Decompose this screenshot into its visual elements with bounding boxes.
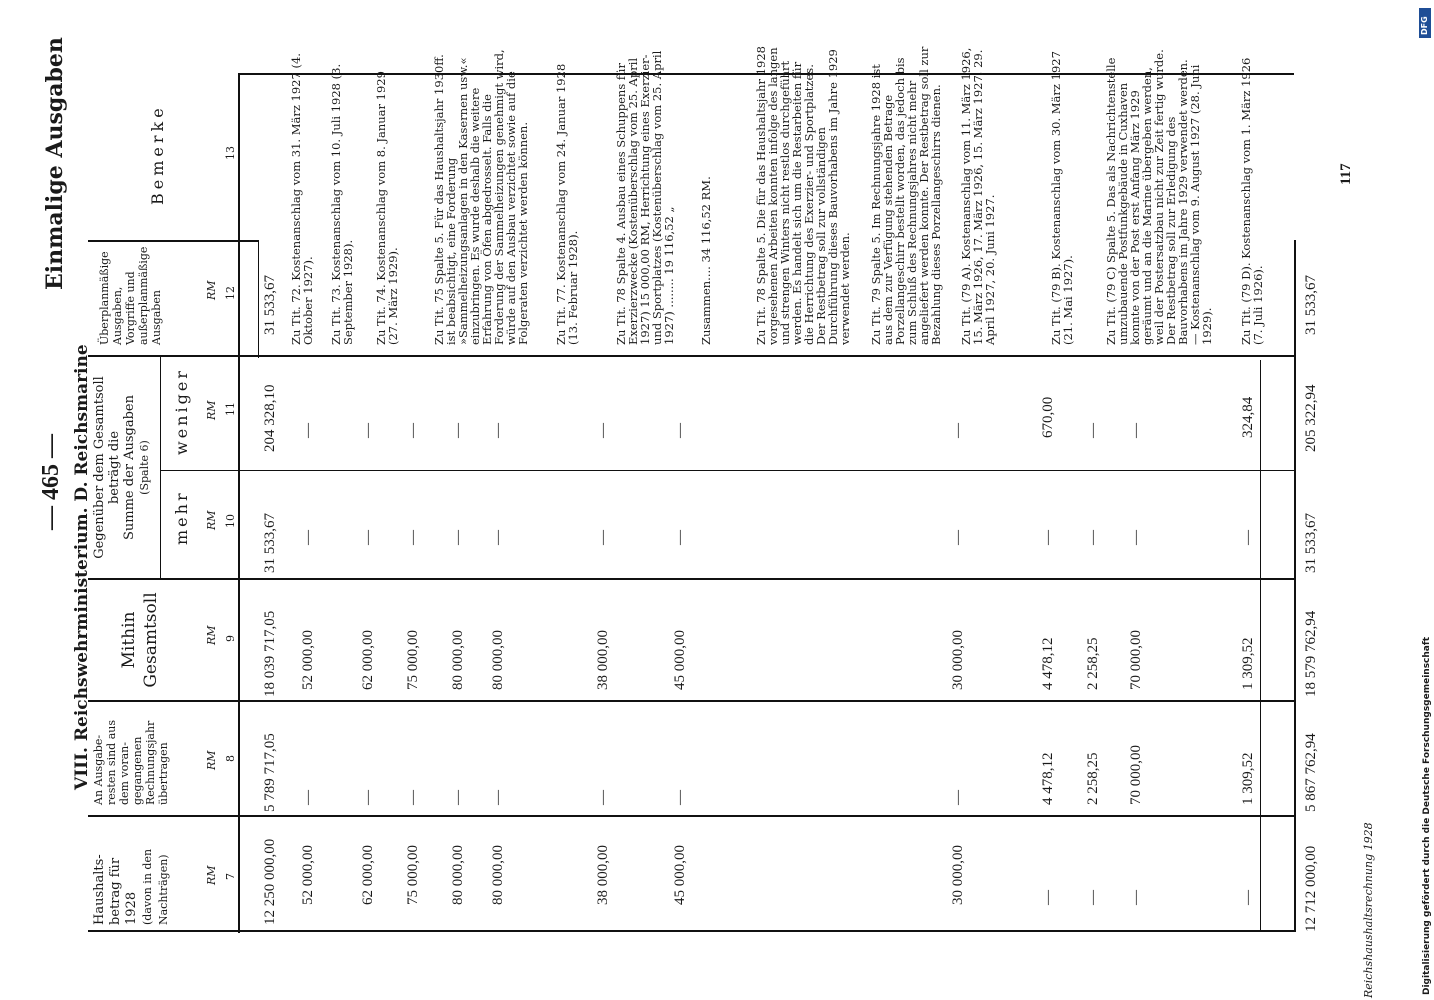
remark-13: Zu Tit. (79 D). Kostenanschlag vom 1. März 1926 (7. Juli 1926). (1239, 57, 1265, 345)
category-title: Einmalige Ausgaben (42, 37, 68, 290)
col12-heading (98, 247, 163, 345)
row-6-c8: — (595, 790, 611, 805)
col13-heading: Bemerke (148, 104, 167, 205)
row-2-c8: — (360, 790, 376, 805)
row-2-c10: — (360, 530, 376, 545)
row-5-c9: 80 000,00 (490, 630, 506, 690)
remark-12: Zu Tit. (79 C) Spalte 5. Das als Nachrichtenstelle umzubauende Postfunkgebäude in Cuxhaven konnte von der Post erst Anfang März 1929 geräumt und an die Marine übergeben werden, weil der Postersatzbau nicht zur Zeit fertig wurde. Der Restbetrag soll zur Erledigung des Bauvorhabens im Jahre 1929 verwendet werden. — Kostenanschlag vom 9. August 1927 (28. Juni 1929). (1104, 49, 1214, 345)
row-9-c7: — (1040, 890, 1056, 905)
row-9-c10: — (1040, 530, 1056, 545)
row-12-c8: 1 309,52 (1240, 752, 1256, 805)
col-sep-10-11 (160, 470, 1294, 471)
c12-top-rule (258, 240, 259, 358)
colnum-11: 11 (224, 402, 237, 416)
top-c12: 31 533,67 (262, 275, 278, 335)
row-5-c7: 80 000,00 (490, 845, 506, 905)
row-4-c7: 80 000,00 (450, 845, 466, 905)
col8-head-l3: dem voran- (118, 742, 131, 805)
col8-heading (92, 720, 170, 805)
row-8-c9: 30 000,00 (950, 630, 966, 690)
row-3-c8: — (405, 790, 421, 805)
row-8-c11: — (950, 423, 966, 438)
totals-rule (1294, 240, 1296, 932)
col12-head-l5: Ausgaben (150, 290, 163, 345)
row-4-c10: — (450, 530, 466, 545)
col12-head-l3: Vorgriffe und (124, 271, 137, 345)
row-10-c9: 2 258,25 (1085, 637, 1101, 690)
col-sep-9-10 (88, 578, 1294, 580)
unit-c7: RM (205, 865, 218, 885)
row-1-c8: — (300, 790, 316, 805)
remark-10: Zu Tit. (79 A). Kostenanschlag vom 11. März 1926, 15. März 1926, 17. März 1926, 15. März 1927, 29. April 1927, 20. Juni 1927. (959, 47, 997, 345)
col-sep-7-8 (88, 815, 1294, 817)
row-11-c8: 70 000,00 (1128, 745, 1144, 805)
colnum-9: 9 (224, 635, 237, 642)
row-4-c11: — (450, 423, 466, 438)
col12-head-l1: Überplanmäßige (98, 251, 111, 345)
row-10-c8: 2 258,25 (1085, 752, 1101, 805)
section-title: VIII. Reichswehrministerium. D. Reichsmarine (72, 344, 92, 790)
row-11-c9: 70 000,00 (1128, 630, 1144, 690)
col7-head-l4: (davon in den (141, 848, 154, 925)
row-5-c8: — (490, 790, 506, 805)
row-3-c9: 75 000,00 (405, 630, 421, 690)
row-6-c11: — (595, 423, 611, 438)
total-c11: 205 322,94 (1303, 384, 1319, 452)
row-8-c8: — (950, 790, 966, 805)
total-c8: 5 867 762,94 (1303, 733, 1319, 812)
remark-9: Zu Tit. 79 Spalte 5. Im Rechnungsjahre 1928 ist aus dem zur Verfügung stehenden Betrage Porzellangeschirr bestellt worden, das jedoch bis zum Schluß des Rechnungsjahres nicht mehr angeliefert werden konnte. Der Restbetrag soll zur Bezahlung dieses Porzellangeschirrs dienen. (869, 46, 943, 345)
unit-c9: RM (205, 625, 218, 645)
row-11-c11: — (1128, 423, 1144, 438)
col7-head-l5: Nachträgen) (157, 854, 170, 925)
row-9-c8: 4 478,12 (1040, 752, 1056, 805)
col7-head-l3: 1928 (124, 891, 139, 925)
row-12-c10: — (1240, 530, 1256, 545)
row-4-c9: 80 000,00 (450, 630, 466, 690)
col9-head-l2: Gesamtsoll (141, 592, 161, 688)
top-c8: 5 789 717,05 (262, 733, 278, 812)
top-c7: 12 250 000,00 (262, 838, 278, 925)
row-12-c11: 324,84 (1240, 396, 1256, 438)
row-3-c7: 75 000,00 (405, 845, 421, 905)
row-7-c10: — (672, 530, 688, 545)
col9-heading (118, 590, 162, 690)
total-c7: 12 712 000,00 (1303, 845, 1319, 932)
row-11-c7: — (1128, 890, 1144, 905)
row-7-c9: 45 000,00 (672, 630, 688, 690)
row-4-c8: — (450, 790, 466, 805)
row-3-c11: — (405, 423, 421, 438)
remark-1: Zu Tit. 72. Kostenanschlag vom 31. März 1927 (4. Oktober 1927). (289, 53, 315, 345)
col7-heading (92, 825, 172, 925)
row-5-c11: — (490, 423, 506, 438)
col12-head-l2: Ausgaben, (111, 286, 124, 345)
row-10-c7: — (1085, 890, 1101, 905)
col8-head-l5: Rechnungsjahr (144, 720, 157, 805)
row-12-c7: — (1240, 890, 1256, 905)
row-3-c10: — (405, 530, 421, 545)
footer-source: Reichshaushaltsrechnung 1928 (1362, 822, 1375, 998)
remark-4: Zu Tit. 75 Spalte 5. Für das Haushaltsjahr 1930ff. ist beabsichtigt, eine Forderung »Sammelheizungsanlagen in den Kasernen usw.« einzubringen. Es wurde deshalb die weitere Erfahrung von Öfen abgedrosselt. Falls die Forderung der Sammelheizungen genehmigt wird, würde auf den Ausbau verzichtet sowie auf die Folgeraten verzichtet werden können. (432, 49, 530, 345)
row-7-c8: — (672, 790, 688, 805)
row-5-c10: — (490, 530, 506, 545)
row-9-c9: 4 478,12 (1040, 637, 1056, 690)
row-7-c7: 45 000,00 (672, 845, 688, 905)
col1011-head-l4: (Spalte 6) (138, 440, 151, 495)
colnum-8: 8 (224, 755, 237, 762)
row-1-c7: 52 000,00 (300, 845, 316, 905)
row-7-c11: — (672, 423, 688, 438)
unit-c12: RM (205, 280, 218, 300)
remark-8: Zu Tit. 78 Spalte 5. Die für das Haushaltsjahr 1928 vorgesehenen Arbeiten konnten infolge des langen und strengen Winters nicht restlos durchgeführt werden. Es handelt sich um die Restarbeiten für die Herrichtung des Exerzier- und Sportplatzes. Der Restbetrag soll zur vollständigen Durchführung dieses Bauvorhabens im Jahre 1929 verwendet werden. (754, 46, 852, 345)
colnum-12: 12 (224, 286, 237, 300)
row-1-c9: 52 000,00 (300, 630, 316, 690)
page-number: — 465 — (38, 434, 64, 530)
col10-heading: mehr (172, 490, 191, 545)
top-c11: 204 328,10 (262, 384, 278, 452)
col7-head-l1: Haushalts- (92, 854, 107, 925)
row-2-c9: 62 000,00 (360, 630, 376, 690)
col8-head-l1: An Ausgabe- (92, 734, 105, 805)
row-2-c7: 62 000,00 (360, 845, 376, 905)
remark-7: Zusammen.... 34 116,52 RM. (699, 176, 713, 345)
colnum-7: 7 (224, 873, 237, 880)
remark-11: Zu Tit. (79 B). Kostenanschlag vom 30. März 1927 (21. Mai 1927). (1049, 51, 1075, 345)
col11-heading: weniger (172, 368, 191, 455)
row-6-c10: — (595, 530, 611, 545)
top-c10: 31 533,67 (262, 513, 278, 573)
unit-c10: RM (205, 510, 218, 530)
totals-rule-inner (1260, 360, 1261, 932)
row-2-c11: — (360, 423, 376, 438)
remark-3: Zu Tit. 74. Kostenanschlag vom 8. Januar 1929 (27. März 1929). (374, 71, 400, 345)
col7-head-l2: betrag für (108, 857, 123, 925)
header-bottom-rule (238, 73, 240, 933)
page-number-right: 117 (1338, 163, 1354, 185)
remark-5: Zu Tit. 77. Kostenanschlag vom 24. Januar 1928 (13. Februar 1928). (554, 63, 580, 345)
unit-c8: RM (205, 750, 218, 770)
row-10-c11: — (1085, 423, 1101, 438)
row-6-c9: 38 000,00 (595, 630, 611, 690)
remark-2: Zu Tit. 73. Kostenanschlag vom 10. Juli 1928 (3. September 1928). (329, 63, 355, 345)
dfg-logo-text: DFG (1420, 16, 1429, 35)
row-11-c10: — (1128, 530, 1144, 545)
total-c9: 18 579 762,94 (1303, 610, 1319, 697)
row-9-c11: 670,00 (1040, 396, 1056, 438)
top-c9: 18 039 717,05 (262, 610, 278, 697)
colnum-13: 13 (224, 146, 237, 160)
col1011-head-l2: beträgt die (107, 430, 122, 505)
row-12-c9: 1 309,52 (1240, 637, 1256, 690)
col8-head-l4: gegangenen (131, 736, 144, 805)
col10-11-heading (92, 365, 152, 570)
row-1-c10: — (300, 530, 316, 545)
remark-6: Zu Tit. 78 Spalte 4. Ausbau eines Schuppens für Exerzierzwecke (Kostenüberschlag vom 25. April 1927) 15 000,00 RM, Herrichtung eines Exerzier- und Sportplatzes (Kostenüberschlag vom 25. April 1927) ........ 19 116,52 „ (614, 50, 676, 345)
total-c12: 31 533,67 (1303, 275, 1319, 335)
col9-head-l1: Mithin (119, 611, 139, 669)
col8-head-l2: resten sind aus (105, 720, 118, 805)
total-c10: 31 533,67 (1303, 513, 1319, 573)
row-8-c7: 30 000,00 (950, 845, 966, 905)
col12-head-l4: außerplanmäßige (137, 246, 150, 345)
table-bottom-rule (88, 930, 1294, 932)
col8-head-l6: übertragen (157, 742, 170, 805)
col1011-head-l1: Gegenüber dem Gesamtsoll (92, 376, 107, 559)
row-1-c11: — (300, 423, 316, 438)
col1011-head-l3: Summe der Ausgaben (122, 395, 137, 541)
footer-credit: Digitalisierung gefördert durch die Deutsche Forschungsgemeinschaft (1422, 636, 1432, 995)
row-8-c10: — (950, 530, 966, 545)
colnum-10: 10 (224, 514, 237, 528)
col-sep-8-9 (88, 700, 1294, 702)
col-sep-11-12 (88, 355, 1294, 357)
col-sep-12-13-head (88, 240, 258, 242)
row-6-c7: 38 000,00 (595, 845, 611, 905)
row-10-c10: — (1085, 530, 1101, 545)
unit-c11: RM (205, 400, 218, 420)
dfg-logo (1419, 8, 1431, 38)
mehr-weniger-rule (160, 355, 161, 580)
